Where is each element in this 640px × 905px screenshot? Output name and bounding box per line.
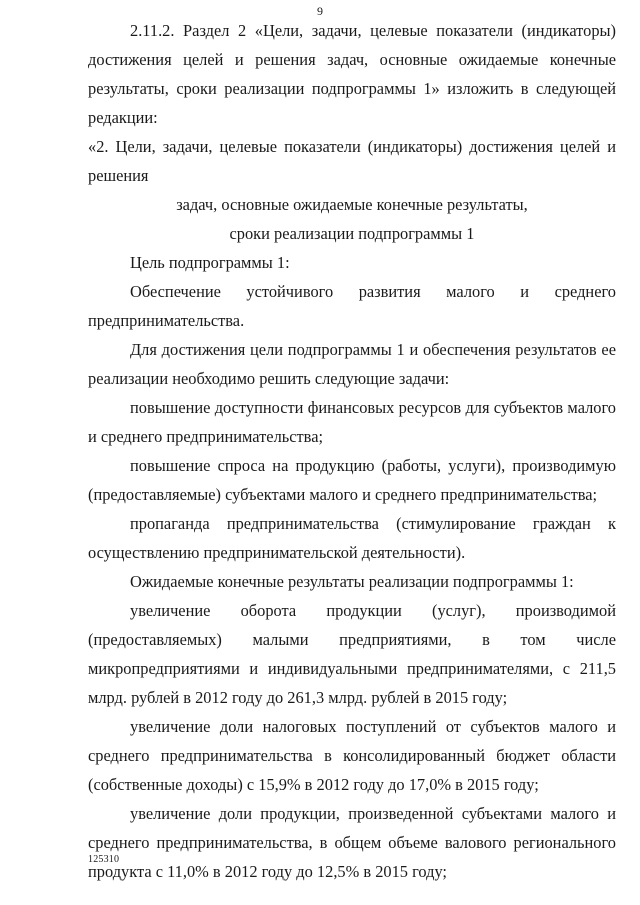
result-item-grp-share: увеличение доли продукции, произведенной субъектами малого и среднего предпринимательства, в общем объеме валового регионального продукта с 11,0% в 2012 году до 12,5% в 2015 году; xyxy=(88,804,616,881)
document-code: 125310 xyxy=(88,854,120,865)
results-label: Ожидаемые конечные результаты реализации подпрограммы 1: xyxy=(130,572,574,591)
section-heading-line-1: «2. Цели, задачи, целевые показатели (индикаторы) достижения целей и решения xyxy=(88,137,616,185)
task-item-demand: повышение спроса на продукцию (работы, услуги), производимую (предоставляемые) субъектами малого и среднего предпринимательства; xyxy=(88,456,616,504)
task-item-financing: повышение доступности финансовых ресурсов для субъектов малого и среднего предпринимательства; xyxy=(88,398,616,446)
goal-label: Цель подпрограммы 1: xyxy=(130,253,290,272)
page-number: 9 xyxy=(317,4,323,18)
result-item-tax-share: увеличение доли налоговых поступлений от субъектов малого и среднего предпринимательства в консолидированный бюджет области (собственные доходы) с 15,9% в 2012 году до 17,0% в 2015 году; xyxy=(88,717,616,794)
goal-text: Обеспечение устойчивого развития малого и среднего предпринимательства. xyxy=(88,282,616,330)
document-body xyxy=(88,16,616,886)
section-heading-line-3: сроки реализации подпрограммы 1 xyxy=(229,224,475,243)
tasks-intro: Для достижения цели подпрограммы 1 и обеспечения результатов ее реализации необходимо решить следующие задачи: xyxy=(88,340,616,388)
task-item-promotion: пропаганда предпринимательства (стимулирование граждан к осуществлению предпринимательской деятельности). xyxy=(88,514,616,562)
amendment-intro-paragraph: 2.11.2. Раздел 2 «Цели, задачи, целевые показатели (индикаторы) достижения целей и решения задач, основные ожидаемые конечные результаты, сроки реализации подпрограммы 1» изложить в следующей редакции: xyxy=(88,21,616,127)
section-heading-line-2: задач, основные ожидаемые конечные результаты, xyxy=(176,195,528,214)
result-item-turnover: увеличение оборота продукции (услуг), производимой (предоставляемых) малыми предприятиями, в том числе микропредприятиями и индивидуальными предпринимателями, с 211,5 млрд. рублей в 2012 году до 261,3 млрд. рублей в 2015 году; xyxy=(88,601,616,707)
